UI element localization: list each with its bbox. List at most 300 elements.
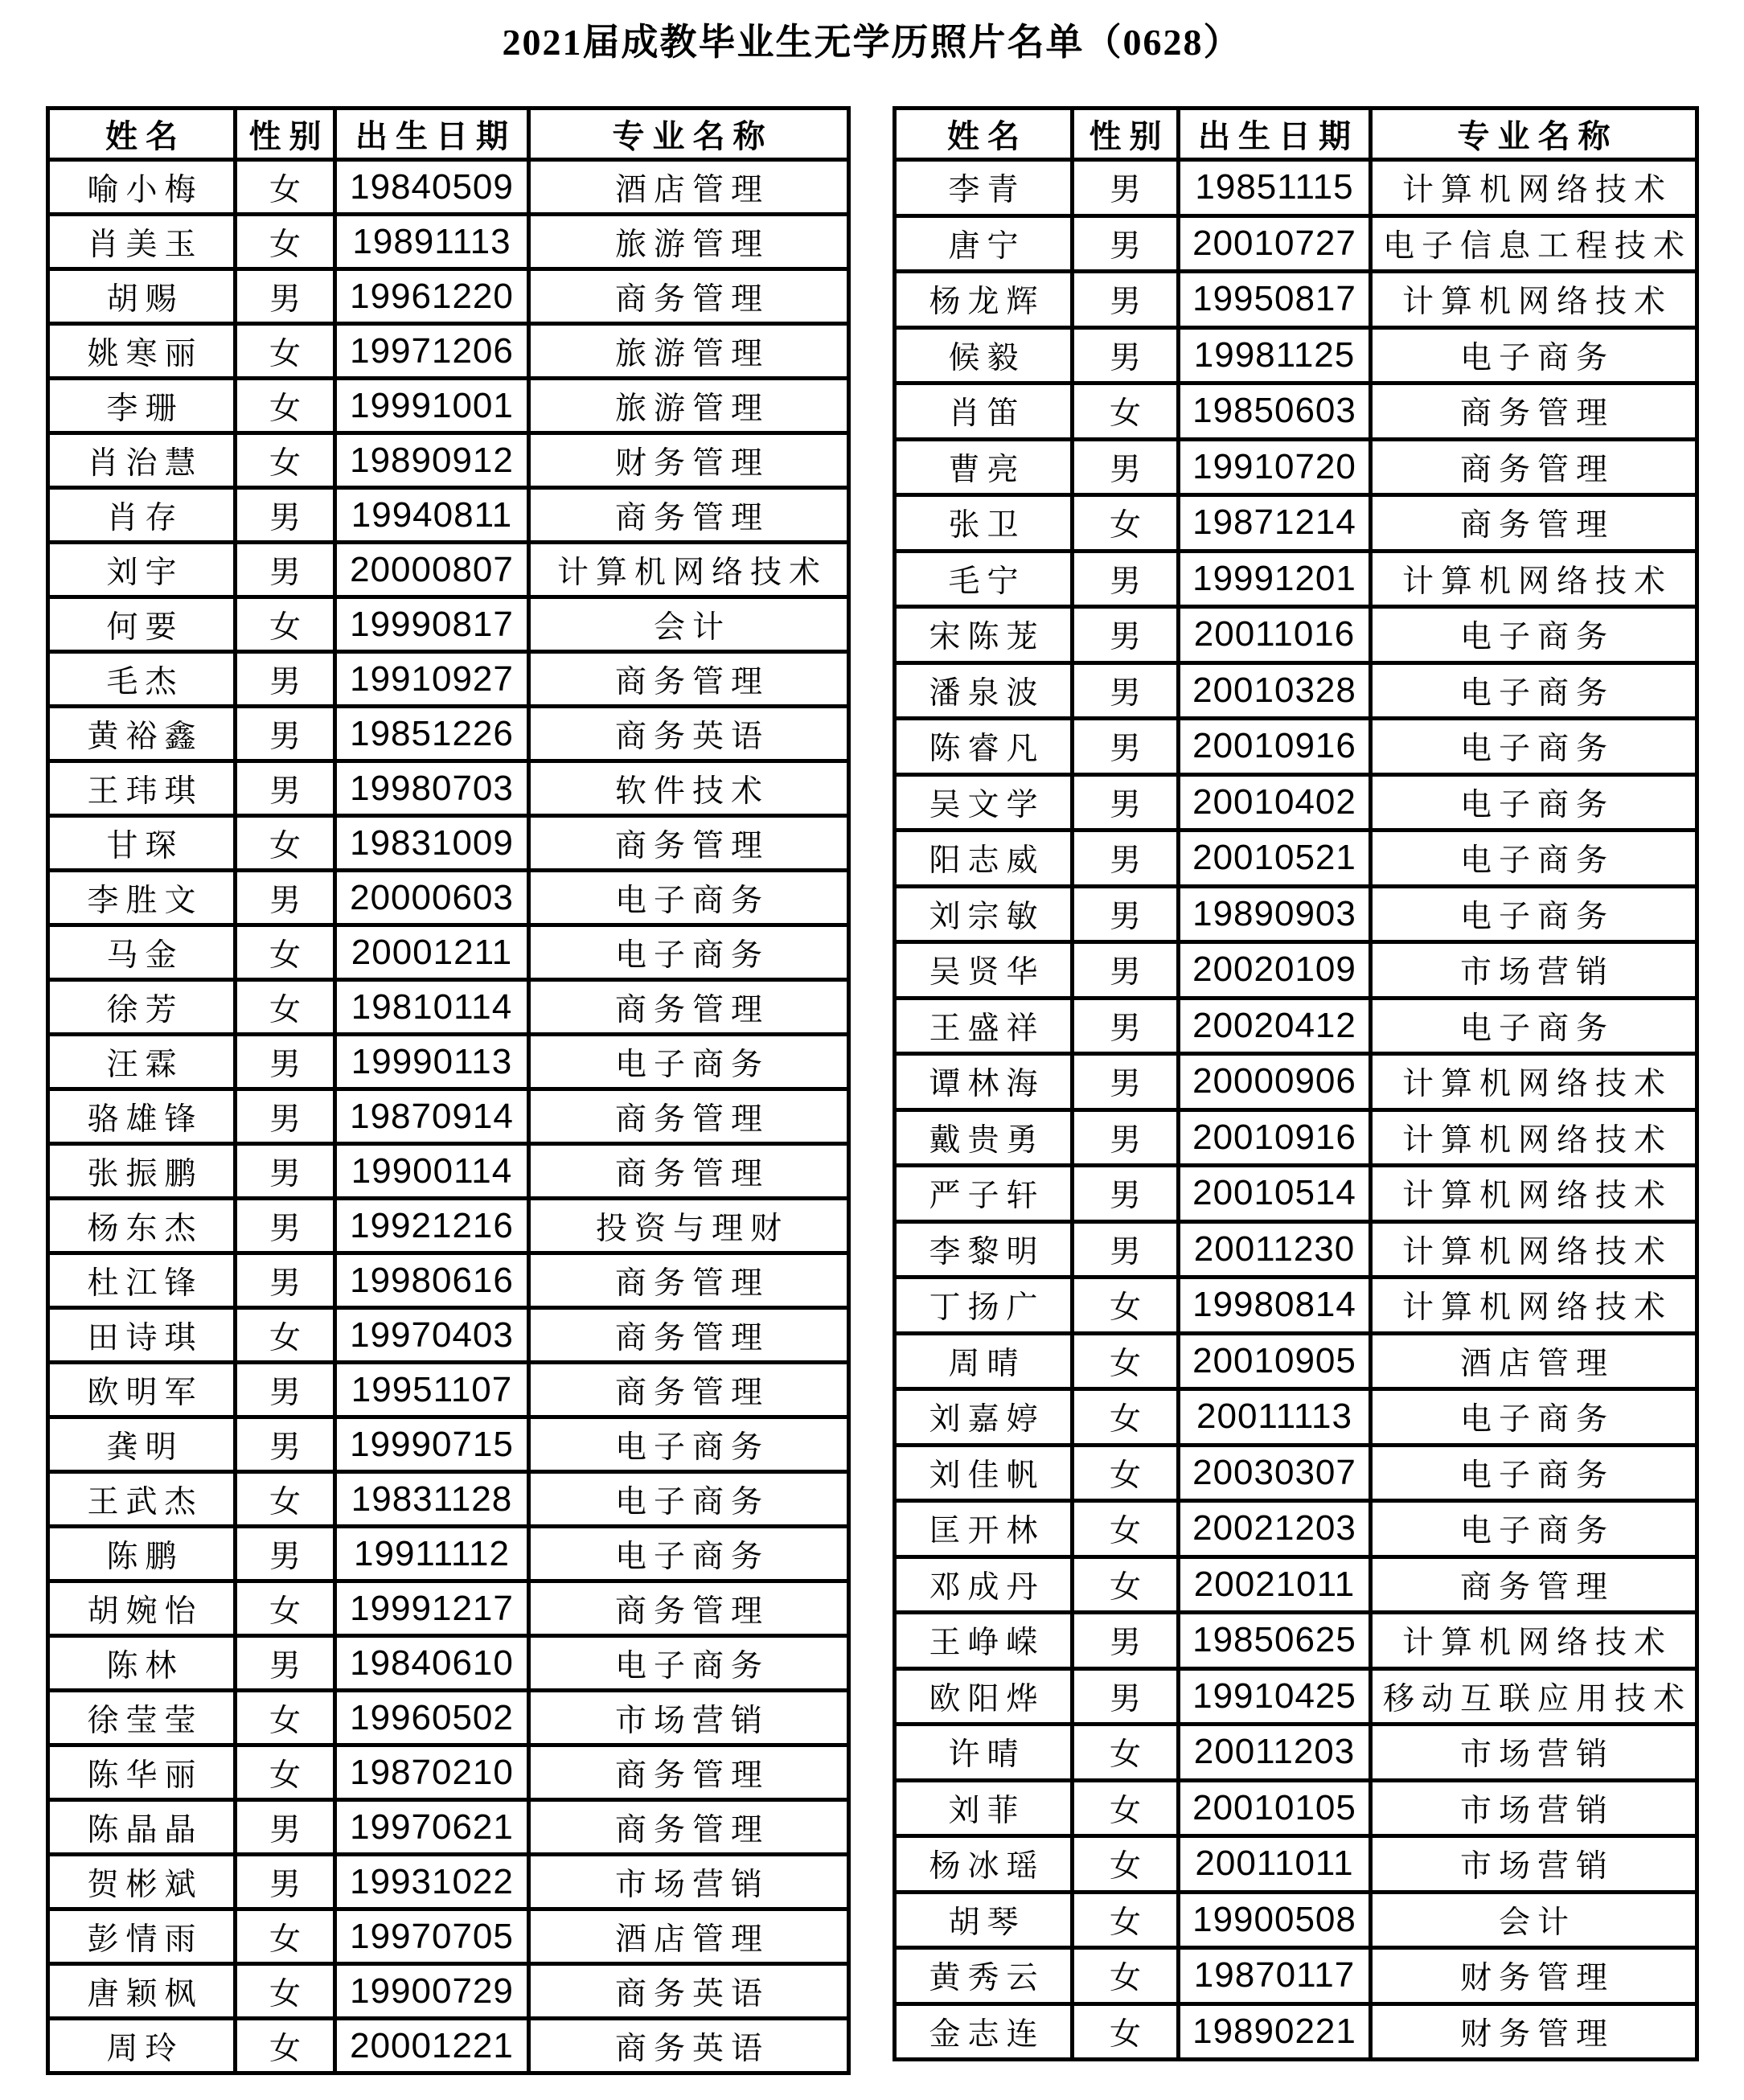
major-cell: 计算机网络技术 bbox=[1371, 272, 1697, 328]
name-cell: 王峥嵘 bbox=[895, 1613, 1073, 1669]
table-row bbox=[895, 215, 1697, 272]
major-cell: 酒店管理 bbox=[1371, 1333, 1697, 1389]
name-cell: 肖笛 bbox=[895, 383, 1073, 440]
name-cell: 许晴 bbox=[895, 1725, 1073, 1781]
birthdate-cell: 19990715 bbox=[335, 1417, 529, 1472]
table-row bbox=[895, 774, 1697, 831]
table-row bbox=[895, 1166, 1697, 1222]
birthdate-cell: 19910720 bbox=[1179, 439, 1371, 495]
gender-cell: 女 bbox=[1073, 1836, 1179, 1893]
gender-cell: 男 bbox=[1073, 886, 1179, 942]
gender-cell: 女 bbox=[236, 1308, 335, 1363]
birthdate-cell: 19991217 bbox=[335, 1581, 529, 1636]
birthdate-cell: 20020412 bbox=[1179, 998, 1371, 1054]
major-cell: 电子商务 bbox=[529, 871, 849, 925]
table-row bbox=[895, 160, 1697, 216]
major-cell: 商务管理 bbox=[529, 488, 849, 543]
birthdate-cell: 19980616 bbox=[335, 1253, 529, 1308]
name-cell: 胡婉怡 bbox=[48, 1581, 236, 1636]
left-roster-table bbox=[46, 106, 851, 2075]
name-cell: 黄裕鑫 bbox=[48, 707, 236, 761]
gender-cell: 男 bbox=[1073, 439, 1179, 495]
gender-cell: 男 bbox=[236, 1363, 335, 1417]
name-cell: 张振鹏 bbox=[48, 1144, 236, 1199]
name-cell: 甘琛 bbox=[48, 816, 236, 871]
gender-cell: 男 bbox=[236, 1527, 335, 1581]
birthdate-cell: 20011011 bbox=[1179, 1836, 1371, 1893]
major-cell: 商务管理 bbox=[1371, 439, 1697, 495]
birthdate-cell: 20011230 bbox=[1179, 1221, 1371, 1278]
birthdate-cell: 19851115 bbox=[1179, 160, 1371, 216]
name-cell: 肖治慧 bbox=[48, 433, 236, 488]
name-cell: 彭情雨 bbox=[48, 1909, 236, 1964]
table-row bbox=[895, 1054, 1697, 1110]
name-cell: 肖存 bbox=[48, 488, 236, 543]
gender-cell: 女 bbox=[1073, 495, 1179, 552]
birthdate-cell: 19960502 bbox=[335, 1691, 529, 1745]
name-cell: 唐宁 bbox=[895, 215, 1073, 272]
table-row bbox=[895, 1221, 1697, 1278]
name-cell: 金志连 bbox=[895, 2004, 1073, 2060]
major-cell: 商务管理 bbox=[529, 1581, 849, 1636]
gender-cell: 男 bbox=[1073, 272, 1179, 328]
major-cell: 计算机网络技术 bbox=[1371, 1109, 1697, 1166]
major-cell: 商务管理 bbox=[1371, 495, 1697, 552]
gender-cell: 男 bbox=[1073, 774, 1179, 831]
table-row bbox=[48, 433, 849, 488]
table-row bbox=[48, 488, 849, 543]
major-cell: 计算机网络技术 bbox=[1371, 1278, 1697, 1334]
major-cell: 计算机网络技术 bbox=[1371, 1166, 1697, 1222]
table-row bbox=[48, 1089, 849, 1144]
table-row bbox=[48, 1144, 849, 1199]
table-row bbox=[895, 1557, 1697, 1613]
left-table-body bbox=[48, 160, 849, 2073]
table-row bbox=[895, 1389, 1697, 1446]
birthdate-cell: 19921216 bbox=[335, 1199, 529, 1253]
name-cell: 龚明 bbox=[48, 1417, 236, 1472]
name-cell: 李珊 bbox=[48, 379, 236, 433]
birthdate-cell: 19990817 bbox=[335, 597, 529, 652]
table-row bbox=[48, 1199, 849, 1253]
table-row bbox=[895, 1278, 1697, 1334]
major-cell: 电子商务 bbox=[529, 1527, 849, 1581]
name-cell: 陈鹏 bbox=[48, 1527, 236, 1581]
name-cell: 陈华丽 bbox=[48, 1745, 236, 1800]
gender-cell: 男 bbox=[236, 1855, 335, 1909]
major-cell: 电子商务 bbox=[529, 1417, 849, 1472]
name-cell: 阳志威 bbox=[895, 831, 1073, 887]
table-row bbox=[48, 1745, 849, 1800]
column-header: 性别 bbox=[236, 109, 335, 160]
birthdate-cell: 20010727 bbox=[1179, 215, 1371, 272]
table-row bbox=[48, 324, 849, 379]
major-cell: 移动互联应用技术 bbox=[1371, 1668, 1697, 1725]
name-cell: 李黎明 bbox=[895, 1221, 1073, 1278]
name-cell: 王武杰 bbox=[48, 1472, 236, 1527]
table-row bbox=[895, 831, 1697, 887]
major-cell: 旅游管理 bbox=[529, 379, 849, 433]
name-cell: 匡开林 bbox=[895, 1501, 1073, 1557]
major-cell: 计算机网络技术 bbox=[1371, 1054, 1697, 1110]
table-row bbox=[895, 327, 1697, 383]
gender-cell: 男 bbox=[1073, 1221, 1179, 1278]
gender-cell: 男 bbox=[1073, 719, 1179, 775]
gender-cell: 男 bbox=[236, 1800, 335, 1855]
table-row bbox=[48, 871, 849, 925]
table-row bbox=[895, 1725, 1697, 1781]
column-header: 专业名称 bbox=[529, 109, 849, 160]
table-row bbox=[48, 2019, 849, 2073]
major-cell: 电子商务 bbox=[1371, 831, 1697, 887]
major-cell: 市场营销 bbox=[1371, 942, 1697, 999]
name-cell: 陈睿凡 bbox=[895, 719, 1073, 775]
name-cell: 李胜文 bbox=[48, 871, 236, 925]
name-cell: 欧明军 bbox=[48, 1363, 236, 1417]
right-table-body bbox=[895, 160, 1697, 2060]
major-cell: 商务管理 bbox=[1371, 383, 1697, 440]
gender-cell: 男 bbox=[236, 1253, 335, 1308]
table-row bbox=[895, 2004, 1697, 2060]
name-cell: 陈晶晶 bbox=[48, 1800, 236, 1855]
birthdate-cell: 19890903 bbox=[1179, 886, 1371, 942]
table-row bbox=[48, 816, 849, 871]
name-cell: 吴贤华 bbox=[895, 942, 1073, 999]
gender-cell: 女 bbox=[1073, 1501, 1179, 1557]
name-cell: 刘菲 bbox=[895, 1780, 1073, 1836]
birthdate-cell: 19900729 bbox=[335, 1964, 529, 2019]
major-cell: 商务管理 bbox=[529, 1800, 849, 1855]
gender-cell: 男 bbox=[1073, 942, 1179, 999]
major-cell: 商务管理 bbox=[529, 1308, 849, 1363]
name-cell: 徐莹莹 bbox=[48, 1691, 236, 1745]
table-row bbox=[48, 925, 849, 980]
major-cell: 商务管理 bbox=[529, 652, 849, 707]
gender-cell: 男 bbox=[236, 1199, 335, 1253]
name-cell: 王玮琪 bbox=[48, 761, 236, 816]
major-cell: 计算机网络技术 bbox=[529, 543, 849, 597]
table-row bbox=[48, 1964, 849, 2019]
major-cell: 商务管理 bbox=[529, 1745, 849, 1800]
birthdate-cell: 20010916 bbox=[1179, 1109, 1371, 1166]
right-table-header bbox=[895, 109, 1697, 160]
table-row bbox=[895, 1333, 1697, 1389]
birthdate-cell: 20010521 bbox=[1179, 831, 1371, 887]
table-row bbox=[48, 1800, 849, 1855]
birthdate-cell: 20010514 bbox=[1179, 1166, 1371, 1222]
gender-cell: 女 bbox=[236, 215, 335, 269]
birthdate-cell: 19931022 bbox=[335, 1855, 529, 1909]
name-cell: 喻小梅 bbox=[48, 160, 236, 215]
table-row bbox=[895, 1780, 1697, 1836]
table-row bbox=[48, 543, 849, 597]
birthdate-cell: 19991201 bbox=[1179, 551, 1371, 607]
birthdate-cell: 20010402 bbox=[1179, 774, 1371, 831]
birthdate-cell: 19970403 bbox=[335, 1308, 529, 1363]
birthdate-cell: 19980814 bbox=[1179, 1278, 1371, 1334]
table-row bbox=[48, 1691, 849, 1745]
major-cell: 商务管理 bbox=[529, 269, 849, 324]
table-row bbox=[895, 1613, 1697, 1669]
name-cell: 张卫 bbox=[895, 495, 1073, 552]
major-cell: 计算机网络技术 bbox=[1371, 160, 1697, 216]
gender-cell: 女 bbox=[1073, 383, 1179, 440]
birthdate-cell: 20010328 bbox=[1179, 662, 1371, 719]
gender-cell: 女 bbox=[1073, 1278, 1179, 1334]
table-row bbox=[895, 607, 1697, 663]
major-cell: 商务英语 bbox=[529, 707, 849, 761]
name-cell: 周晴 bbox=[895, 1333, 1073, 1389]
major-cell: 电子信息工程技术 bbox=[1371, 215, 1697, 272]
birthdate-cell: 19831128 bbox=[335, 1472, 529, 1527]
name-cell: 胡赐 bbox=[48, 269, 236, 324]
name-cell: 欧阳烨 bbox=[895, 1668, 1073, 1725]
name-cell: 徐芳 bbox=[48, 980, 236, 1035]
birthdate-cell: 19890912 bbox=[335, 433, 529, 488]
major-cell: 电子商务 bbox=[529, 1035, 849, 1089]
birthdate-cell: 19950817 bbox=[1179, 272, 1371, 328]
column-header: 出生日期 bbox=[335, 109, 529, 160]
gender-cell: 女 bbox=[236, 1964, 335, 2019]
name-cell: 邓成丹 bbox=[895, 1557, 1073, 1613]
gender-cell: 女 bbox=[236, 1472, 335, 1527]
major-cell: 会计 bbox=[1371, 1892, 1697, 1948]
gender-cell: 女 bbox=[236, 925, 335, 980]
gender-cell: 女 bbox=[1073, 1445, 1179, 1501]
major-cell: 财务管理 bbox=[1371, 1948, 1697, 2004]
major-cell: 电子商务 bbox=[1371, 719, 1697, 775]
birthdate-cell: 19870117 bbox=[1179, 1948, 1371, 2004]
major-cell: 市场营销 bbox=[529, 1855, 849, 1909]
major-cell: 计算机网络技术 bbox=[1371, 1613, 1697, 1669]
gender-cell: 男 bbox=[236, 269, 335, 324]
name-cell: 王盛祥 bbox=[895, 998, 1073, 1054]
gender-cell: 男 bbox=[1073, 327, 1179, 383]
column-header: 性别 bbox=[1073, 109, 1179, 160]
birthdate-cell: 20000603 bbox=[335, 871, 529, 925]
birthdate-cell: 19840509 bbox=[335, 160, 529, 215]
table-row bbox=[895, 383, 1697, 440]
name-cell: 胡琴 bbox=[895, 1892, 1073, 1948]
major-cell: 商务管理 bbox=[529, 1253, 849, 1308]
major-cell: 商务管理 bbox=[529, 1089, 849, 1144]
birthdate-cell: 20010905 bbox=[1179, 1333, 1371, 1389]
gender-cell: 男 bbox=[1073, 662, 1179, 719]
name-cell: 刘佳帆 bbox=[895, 1445, 1073, 1501]
table-row bbox=[48, 1855, 849, 1909]
name-cell: 何要 bbox=[48, 597, 236, 652]
birthdate-cell: 19971206 bbox=[335, 324, 529, 379]
birthdate-cell: 20001211 bbox=[335, 925, 529, 980]
birthdate-cell: 19900114 bbox=[335, 1144, 529, 1199]
birthdate-cell: 20010105 bbox=[1179, 1780, 1371, 1836]
birthdate-cell: 19981125 bbox=[1179, 327, 1371, 383]
major-cell: 电子商务 bbox=[1371, 1501, 1697, 1557]
major-cell: 电子商务 bbox=[529, 1636, 849, 1691]
table-row bbox=[48, 652, 849, 707]
birthdate-cell: 20000906 bbox=[1179, 1054, 1371, 1110]
name-cell: 姚寒丽 bbox=[48, 324, 236, 379]
birthdate-cell: 19850625 bbox=[1179, 1613, 1371, 1669]
major-cell: 电子商务 bbox=[1371, 774, 1697, 831]
gender-cell: 女 bbox=[1073, 1725, 1179, 1781]
birthdate-cell: 19991001 bbox=[335, 379, 529, 433]
name-cell: 李青 bbox=[895, 160, 1073, 216]
major-cell: 商务英语 bbox=[529, 2019, 849, 2073]
birthdate-cell: 19911112 bbox=[335, 1527, 529, 1581]
name-cell: 黄秀云 bbox=[895, 1948, 1073, 2004]
gender-cell: 男 bbox=[1073, 607, 1179, 663]
gender-cell: 女 bbox=[1073, 1948, 1179, 2004]
major-cell: 财务管理 bbox=[1371, 2004, 1697, 2060]
gender-cell: 男 bbox=[236, 707, 335, 761]
major-cell: 商务英语 bbox=[529, 1964, 849, 2019]
gender-cell: 女 bbox=[236, 160, 335, 215]
name-cell: 田诗琪 bbox=[48, 1308, 236, 1363]
name-cell: 唐颖枫 bbox=[48, 1964, 236, 2019]
major-cell: 旅游管理 bbox=[529, 215, 849, 269]
birthdate-cell: 20011016 bbox=[1179, 607, 1371, 663]
major-cell: 商务管理 bbox=[529, 980, 849, 1035]
gender-cell: 女 bbox=[1073, 1892, 1179, 1948]
gender-cell: 男 bbox=[1073, 1668, 1179, 1725]
major-cell: 电子商务 bbox=[1371, 327, 1697, 383]
major-cell: 电子商务 bbox=[1371, 607, 1697, 663]
gender-cell: 女 bbox=[236, 324, 335, 379]
page-title: 2021届成教毕业生无学历照片名单（0628） bbox=[502, 22, 1242, 63]
column-header: 专业名称 bbox=[1371, 109, 1697, 160]
name-cell: 杨龙辉 bbox=[895, 272, 1073, 328]
name-cell: 丁扬广 bbox=[895, 1278, 1073, 1334]
name-cell: 吴文学 bbox=[895, 774, 1073, 831]
gender-cell: 女 bbox=[236, 597, 335, 652]
gender-cell: 男 bbox=[1073, 998, 1179, 1054]
name-cell: 马金 bbox=[48, 925, 236, 980]
table-row bbox=[48, 597, 849, 652]
name-cell: 肖美玉 bbox=[48, 215, 236, 269]
table-row bbox=[48, 1417, 849, 1472]
major-cell: 商务管理 bbox=[529, 1363, 849, 1417]
name-cell: 汪霖 bbox=[48, 1035, 236, 1089]
birthdate-cell: 20011203 bbox=[1179, 1725, 1371, 1781]
name-cell: 杜江锋 bbox=[48, 1253, 236, 1308]
gender-cell: 男 bbox=[1073, 160, 1179, 216]
major-cell: 酒店管理 bbox=[529, 160, 849, 215]
gender-cell: 男 bbox=[1073, 831, 1179, 887]
birthdate-cell: 19910927 bbox=[335, 652, 529, 707]
birthdate-cell: 20020109 bbox=[1179, 942, 1371, 999]
gender-cell: 男 bbox=[236, 761, 335, 816]
major-cell: 电子商务 bbox=[1371, 998, 1697, 1054]
gender-cell: 男 bbox=[1073, 551, 1179, 607]
major-cell: 电子商务 bbox=[1371, 1389, 1697, 1446]
major-cell: 电子商务 bbox=[1371, 662, 1697, 719]
name-cell: 毛杰 bbox=[48, 652, 236, 707]
table-row bbox=[48, 1909, 849, 1964]
table-row bbox=[48, 1363, 849, 1417]
birthdate-cell: 20021011 bbox=[1179, 1557, 1371, 1613]
major-cell: 商务管理 bbox=[529, 816, 849, 871]
gender-cell: 男 bbox=[1073, 215, 1179, 272]
gender-cell: 女 bbox=[1073, 1333, 1179, 1389]
birthdate-cell: 19970705 bbox=[335, 1909, 529, 1964]
gender-cell: 男 bbox=[1073, 1054, 1179, 1110]
birthdate-cell: 19870914 bbox=[335, 1089, 529, 1144]
table-row bbox=[48, 761, 849, 816]
gender-cell: 男 bbox=[1073, 1613, 1179, 1669]
gender-cell: 男 bbox=[236, 1089, 335, 1144]
gender-cell: 女 bbox=[1073, 1557, 1179, 1613]
gender-cell: 女 bbox=[236, 2019, 335, 2073]
table-row bbox=[895, 1445, 1697, 1501]
table-row bbox=[48, 1308, 849, 1363]
gender-cell: 女 bbox=[236, 980, 335, 1035]
gender-cell: 女 bbox=[1073, 1780, 1179, 1836]
gender-cell: 男 bbox=[1073, 1109, 1179, 1166]
major-cell: 酒店管理 bbox=[529, 1909, 849, 1964]
name-cell: 骆雄锋 bbox=[48, 1089, 236, 1144]
birthdate-cell: 20000807 bbox=[335, 543, 529, 597]
birthdate-cell: 20011113 bbox=[1179, 1389, 1371, 1446]
name-cell: 刘宗敏 bbox=[895, 886, 1073, 942]
table-row bbox=[48, 1636, 849, 1691]
gender-cell: 男 bbox=[236, 871, 335, 925]
birthdate-cell: 19810114 bbox=[335, 980, 529, 1035]
gender-cell: 女 bbox=[1073, 2004, 1179, 2060]
right-roster-table bbox=[893, 106, 1699, 2061]
birthdate-cell: 19910425 bbox=[1179, 1668, 1371, 1725]
table-row bbox=[48, 980, 849, 1035]
major-cell: 市场营销 bbox=[529, 1691, 849, 1745]
name-cell: 严子轩 bbox=[895, 1166, 1073, 1222]
gender-cell: 女 bbox=[236, 433, 335, 488]
major-cell: 旅游管理 bbox=[529, 324, 849, 379]
gender-cell: 男 bbox=[236, 488, 335, 543]
gender-cell: 男 bbox=[236, 543, 335, 597]
gender-cell: 女 bbox=[1073, 1389, 1179, 1446]
birthdate-cell: 19900508 bbox=[1179, 1892, 1371, 1948]
major-cell: 市场营销 bbox=[1371, 1836, 1697, 1893]
table-row bbox=[48, 707, 849, 761]
birthdate-cell: 19870210 bbox=[335, 1745, 529, 1800]
table-row bbox=[48, 1035, 849, 1089]
table-row bbox=[48, 215, 849, 269]
table-row bbox=[895, 1668, 1697, 1725]
name-cell: 曹亮 bbox=[895, 439, 1073, 495]
major-cell: 会计 bbox=[529, 597, 849, 652]
name-cell: 杨东杰 bbox=[48, 1199, 236, 1253]
name-cell: 杨冰瑶 bbox=[895, 1836, 1073, 1893]
name-cell: 毛宁 bbox=[895, 551, 1073, 607]
gender-cell: 女 bbox=[236, 1691, 335, 1745]
major-cell: 商务管理 bbox=[1371, 1557, 1697, 1613]
table-row bbox=[48, 160, 849, 215]
table-row bbox=[895, 662, 1697, 719]
name-cell: 潘泉波 bbox=[895, 662, 1073, 719]
table-row bbox=[895, 495, 1697, 552]
gender-cell: 男 bbox=[1073, 1166, 1179, 1222]
table-row bbox=[895, 1836, 1697, 1893]
name-cell: 刘宇 bbox=[48, 543, 236, 597]
name-cell: 宋陈茏 bbox=[895, 607, 1073, 663]
birthdate-cell: 19831009 bbox=[335, 816, 529, 871]
birthdate-cell: 20010916 bbox=[1179, 719, 1371, 775]
major-cell: 电子商务 bbox=[529, 925, 849, 980]
major-cell: 计算机网络技术 bbox=[1371, 551, 1697, 607]
gender-cell: 女 bbox=[236, 1909, 335, 1964]
table-row bbox=[48, 1472, 849, 1527]
major-cell: 软件技术 bbox=[529, 761, 849, 816]
